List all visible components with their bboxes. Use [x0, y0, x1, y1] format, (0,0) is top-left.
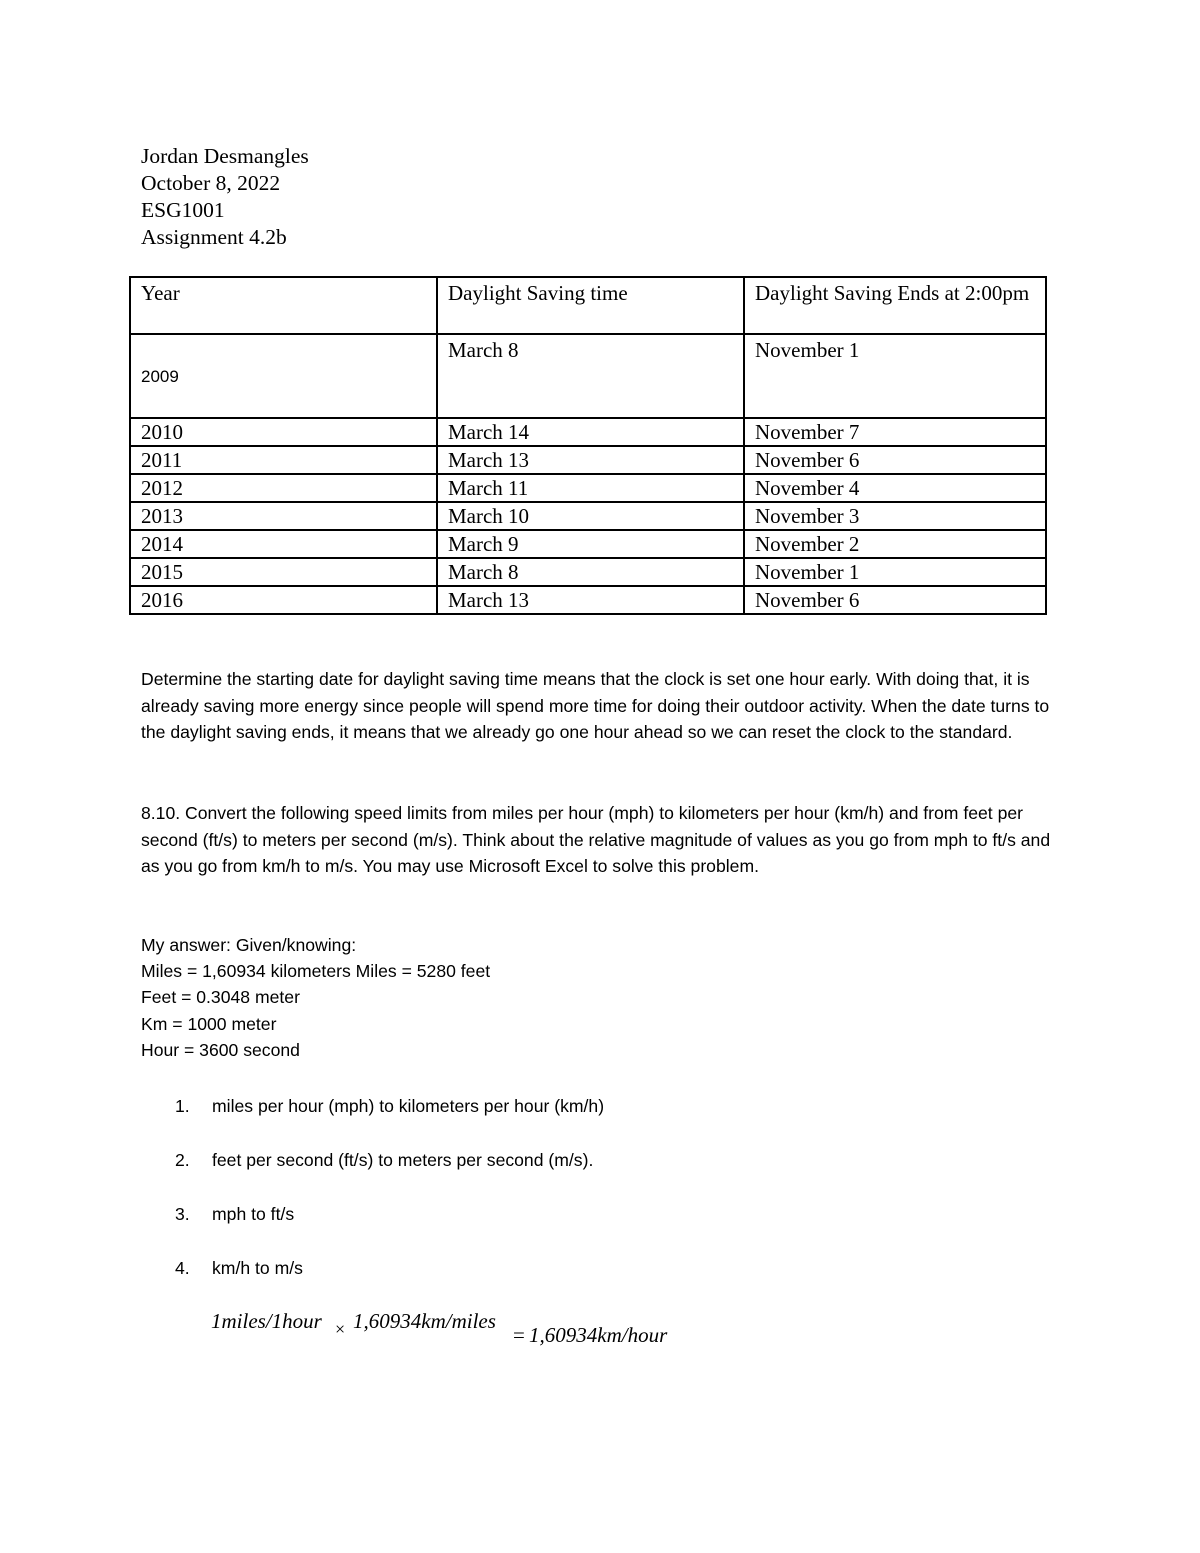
- table-cell-year: 2011: [130, 446, 437, 474]
- document-date: October 8, 2022: [141, 171, 281, 195]
- table-cell-end: November 1: [744, 334, 1046, 418]
- author-name: Jordan Desmangles: [141, 144, 309, 168]
- table-cell-end: November 4: [744, 474, 1046, 502]
- table-cell-start: March 14: [437, 418, 744, 446]
- given-section: [141, 932, 490, 1063]
- list-text: feet per second (ft/s) to meters per second (m/s).: [212, 1150, 594, 1170]
- table-row: [130, 502, 1046, 530]
- daylight-saving-table: [129, 276, 1047, 615]
- table-cell-start: March 8: [437, 334, 744, 418]
- table-cell-end: November 3: [744, 502, 1046, 530]
- given-line: Feet = 0.3048 meter: [141, 987, 300, 1008]
- table-cell-start: March 13: [437, 446, 744, 474]
- table-header-row: [130, 277, 1046, 334]
- list-number: 4.: [175, 1258, 190, 1278]
- document-header: [141, 143, 309, 251]
- list-number: 1.: [175, 1096, 190, 1116]
- assignment-title: Assignment 4.2b: [141, 225, 287, 249]
- problem-statement: 8.10. Convert the following speed limits from miles per hour (mph) to kilometers per hour (km/h) and from feet per second (ft/s) to meters per second (m/s). Think about the relative magnitude of values as you go from mph to ft/s and as you go from km/h to m/s. You may use Microsoft Excel to solve this problem.: [141, 803, 1051, 877]
- table-row: [130, 418, 1046, 446]
- table-row: [130, 530, 1046, 558]
- table-cell-start: March 9: [437, 530, 744, 558]
- table-header-cell: Year: [130, 277, 437, 334]
- list-text: km/h to m/s: [212, 1258, 303, 1278]
- table-cell-end: November 2: [744, 530, 1046, 558]
- table-cell-year: 2016: [130, 586, 437, 614]
- table-cell-year: 2013: [130, 502, 437, 530]
- table-cell-start: March 13: [437, 586, 744, 614]
- table-row: [130, 334, 1046, 418]
- table-cell-start: March 8: [437, 558, 744, 586]
- given-line: Km = 1000 meter: [141, 1013, 277, 1034]
- list-number: 3.: [175, 1204, 190, 1224]
- table-row: [130, 474, 1046, 502]
- table-cell-year: 2009: [130, 334, 437, 418]
- list-number: 2.: [175, 1150, 190, 1170]
- explanation-paragraph: Determine the starting date for daylight saving time means that the clock is set one hour early. With doing that, it is already saving more energy since people will spend more time for doing their outdoor activity. When the date turns to the daylight saving ends, it means that we already go one hour ahead so we can reset the clock to the standard.: [141, 669, 1050, 743]
- table-cell-start: March 10: [437, 502, 744, 530]
- table-cell-end: November 6: [744, 586, 1046, 614]
- course-code: ESG1001: [141, 198, 225, 222]
- table-cell-year: 2010: [130, 418, 437, 446]
- formula-result: 1,60934km/hour: [529, 1323, 668, 1347]
- table-header-cell: Daylight Saving time: [437, 277, 744, 334]
- table-row: [130, 586, 1046, 614]
- table-cell-end: November 6: [744, 446, 1046, 474]
- given-line: Hour = 3600 second: [141, 1039, 300, 1060]
- formula-times-sign: ×: [335, 1319, 346, 1339]
- table-row: [130, 446, 1046, 474]
- conversion-formula: [211, 1305, 811, 1355]
- list-text: miles per hour (mph) to kilometers per hour (km/h): [212, 1096, 605, 1116]
- formula-factor: 1,60934km/miles: [353, 1309, 496, 1333]
- table-cell-year: 2015: [130, 558, 437, 586]
- given-line: Miles = 1,60934 kilometers Miles = 5280 feet: [141, 961, 491, 982]
- table-cell-end: November 7: [744, 418, 1046, 446]
- formula-left-term: 1miles/1hour: [211, 1309, 322, 1333]
- answer-intro: My answer: Given/knowing:: [141, 935, 357, 955]
- table-header-cell: Daylight Saving Ends at 2:00pm: [744, 277, 1046, 334]
- table-cell-start: March 11: [437, 474, 744, 502]
- table-cell-year: 2012: [130, 474, 437, 502]
- table-row: [130, 558, 1046, 586]
- table-cell-end: November 1: [744, 558, 1046, 586]
- formula-equals-sign: =: [513, 1323, 525, 1347]
- list-text: mph to ft/s: [212, 1204, 295, 1224]
- table-cell-year: 2014: [130, 530, 437, 558]
